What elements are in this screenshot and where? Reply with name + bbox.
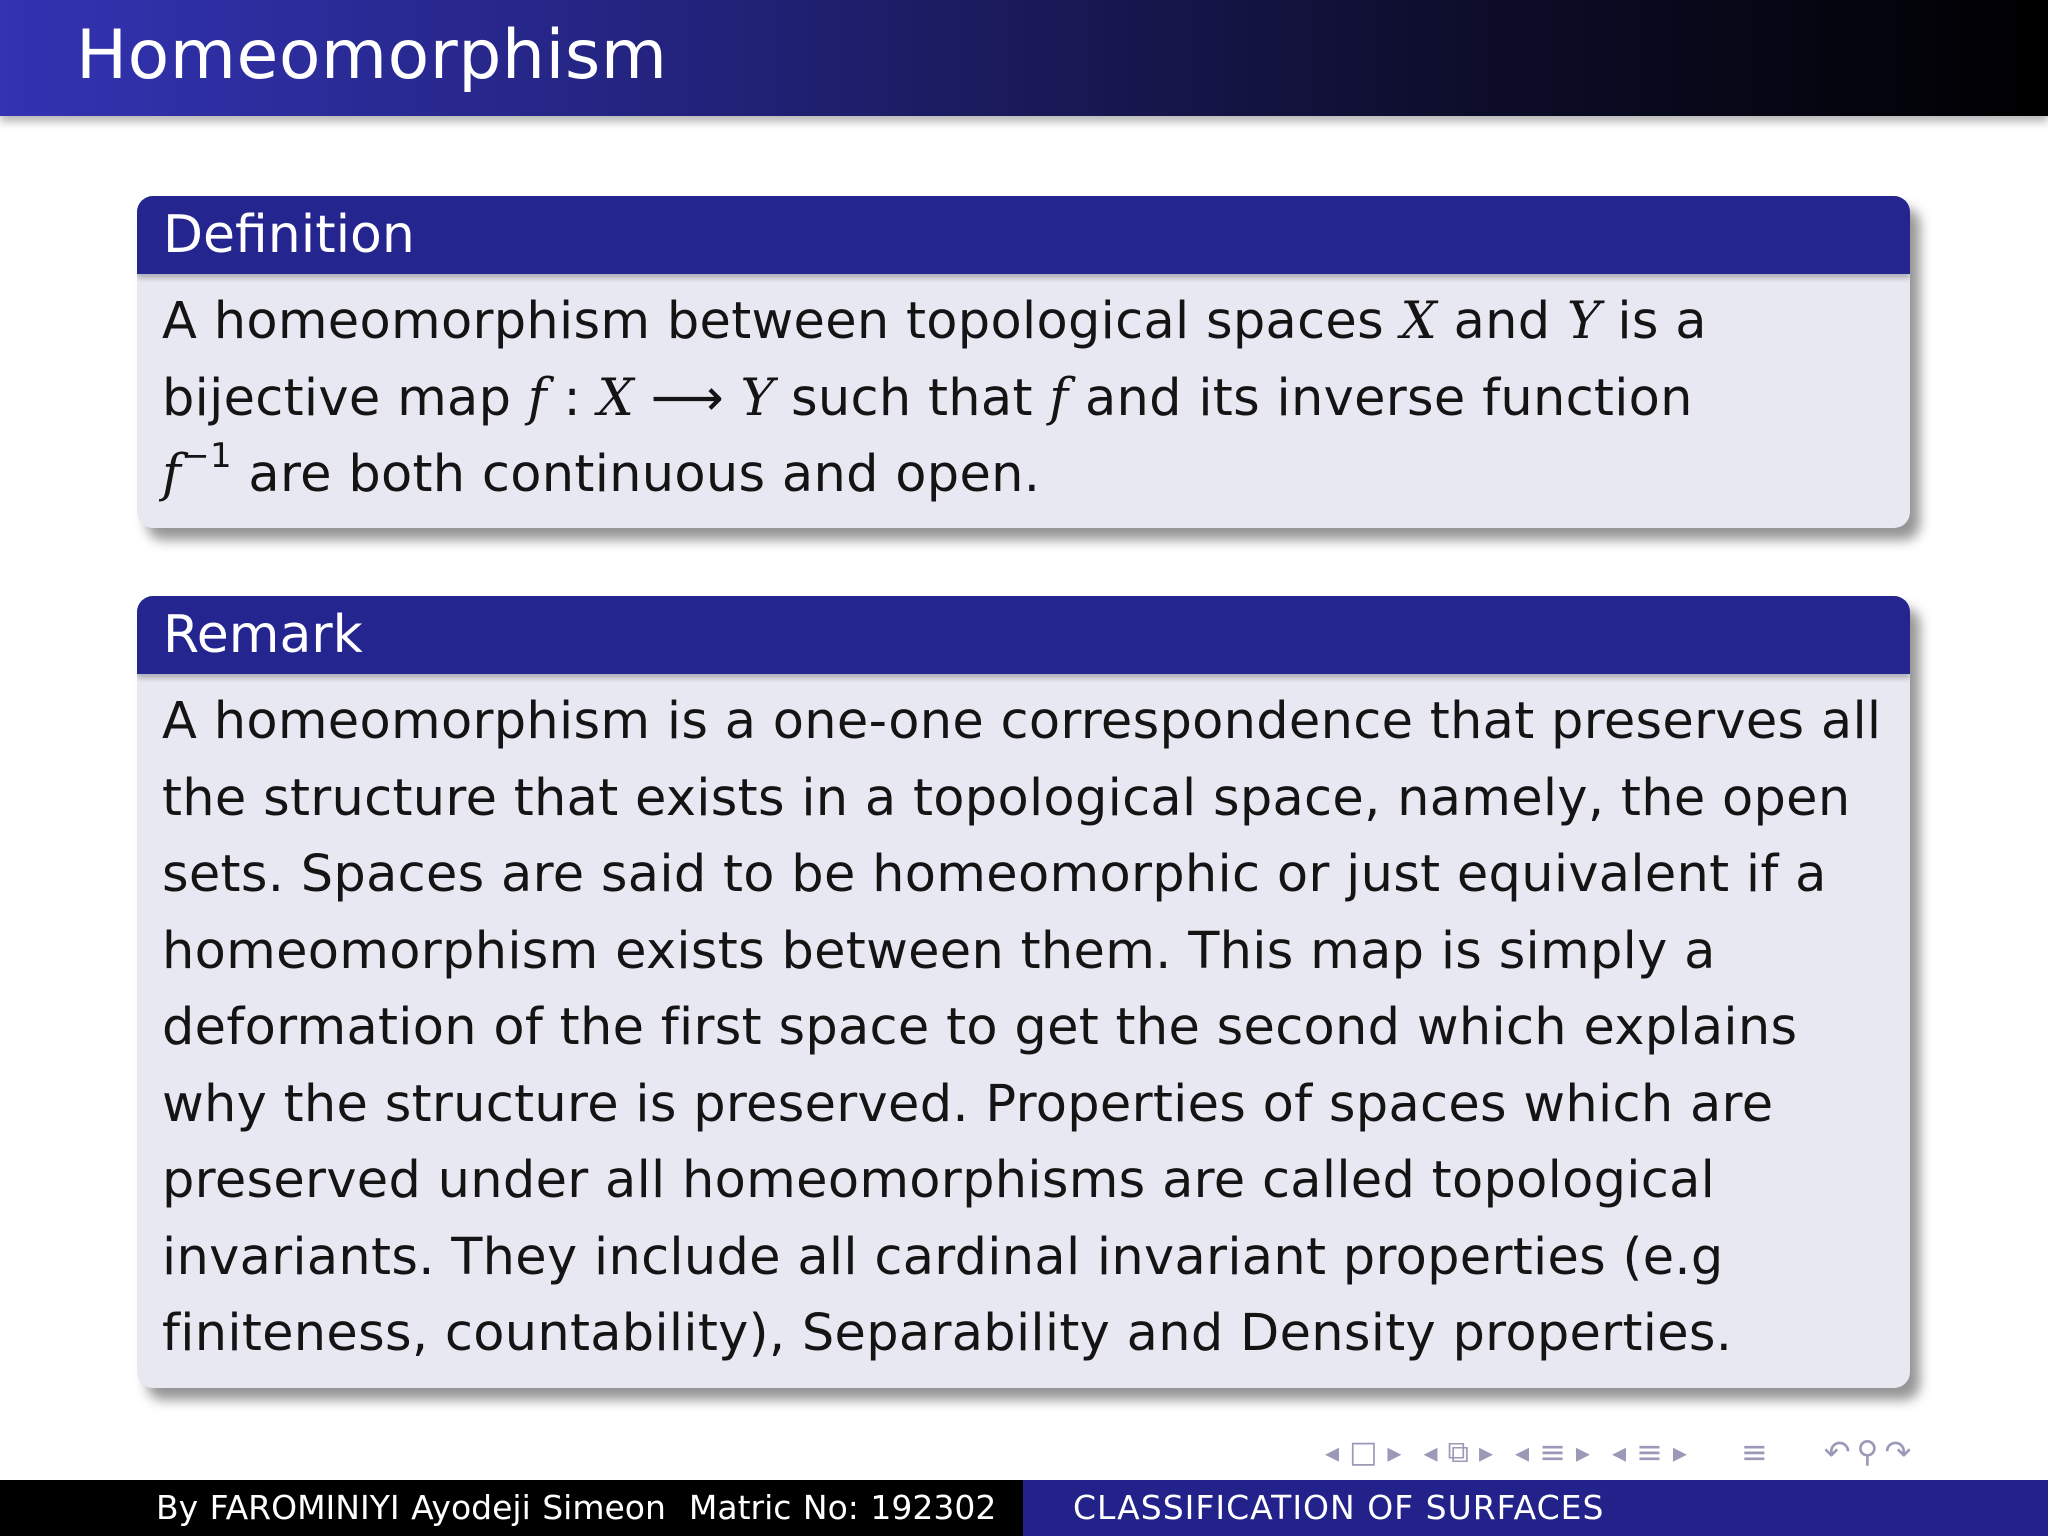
nav-section-icon[interactable]: ≡ xyxy=(1539,1433,1566,1471)
text-fragment: A homeomorphism between topological spaces xyxy=(162,292,1401,351)
undo-icon[interactable]: ↶ xyxy=(1823,1433,1851,1471)
remark-line: why the structure is preserved. Properties of spaces which are xyxy=(162,1074,1774,1134)
nav-section-next-icon[interactable]: ▸ xyxy=(1575,1435,1590,1469)
remark-line: deformation of the first space to get the second which explains xyxy=(162,998,1798,1057)
nav-subsection-next-icon[interactable]: ▸ xyxy=(1478,1435,1494,1469)
nav-part-icon[interactable]: ≡ xyxy=(1636,1433,1663,1471)
definition-line xyxy=(162,437,1884,514)
text-fragment: bijective map xyxy=(162,368,528,428)
footer-author: By FAROMINIYI Ayodeji Simeon xyxy=(156,1488,666,1527)
text-fragment: are both continuous and open. xyxy=(231,445,1041,504)
nav-frame-prev-icon[interactable]: ◂ xyxy=(1325,1435,1340,1469)
text-fragment: is a xyxy=(1600,292,1707,351)
title-bar xyxy=(0,0,2048,116)
nav-section-prev-icon[interactable]: ◂ xyxy=(1515,1435,1530,1469)
math-symbol: Y xyxy=(1566,292,1601,351)
remark-line: homeomorphism exists between them. This map is simply a xyxy=(162,921,1716,981)
arrow-symbol: ⟶ xyxy=(634,368,741,428)
math-superscript: −1 xyxy=(181,436,232,476)
footer-spacer xyxy=(666,1488,689,1527)
nav-part-next-icon[interactable]: ▸ xyxy=(1672,1435,1687,1469)
nav-align-icon[interactable]: ≡ xyxy=(1740,1433,1768,1471)
remark-line: sets. Spaces are said to be homeomorphic or just equivalent if a xyxy=(162,845,1827,904)
footer-left xyxy=(0,1480,1023,1536)
nav-frame-icon[interactable]: □ xyxy=(1349,1434,1378,1470)
remark-line: A homeomorphism is a one-one correspondence that preserves all xyxy=(162,692,1882,751)
text-fragment: such that xyxy=(774,368,1050,428)
definition-line xyxy=(162,361,1884,438)
redo-icon[interactable]: ↷ xyxy=(1884,1433,1912,1471)
remark-line: preserved under all homeomorphisms are called topological xyxy=(162,1151,1716,1210)
footer-course: CLASSIFICATION OF SURFACES xyxy=(1073,1488,1605,1527)
remark-block xyxy=(137,596,1910,1388)
math-symbol: f xyxy=(1049,368,1069,428)
remark-heading: Remark xyxy=(137,596,1910,674)
nav-frame-next-icon[interactable]: ▸ xyxy=(1387,1435,1402,1469)
nav-part-prev-icon[interactable]: ◂ xyxy=(1611,1435,1627,1469)
math-symbol: f xyxy=(162,445,182,504)
nav-subsection-icon[interactable]: ⧉ xyxy=(1447,1434,1469,1470)
slide-title: Homeomorphism xyxy=(76,16,668,95)
text-fragment: and its inverse function xyxy=(1068,368,1693,428)
remark-line: finiteness, countability), Separability and Density properties. xyxy=(162,1304,1733,1363)
math-symbol: X xyxy=(597,368,635,428)
definition-heading: Definition xyxy=(137,196,1910,274)
remark-line: the structure that exists in a topological space, namely, the open xyxy=(162,768,1851,828)
definition-block xyxy=(137,196,1910,528)
definition-line xyxy=(162,284,1884,361)
text-fragment: and xyxy=(1437,292,1567,351)
search-icon[interactable]: ⚲ xyxy=(1856,1434,1879,1470)
math-symbol: f xyxy=(527,368,547,428)
remark-line: invariants. They include all cardinal invariant properties (e.g xyxy=(162,1227,1724,1287)
footer-matric: Matric No: 192302 xyxy=(688,1488,997,1527)
nav-subsection-prev-icon[interactable]: ◂ xyxy=(1423,1435,1438,1469)
math-symbol: Y xyxy=(740,368,775,428)
math-symbol: X xyxy=(1400,292,1438,351)
footer-right xyxy=(1023,1480,2048,1536)
definition-body xyxy=(137,274,1910,514)
math-symbol: : xyxy=(546,368,598,428)
beamer-navigation xyxy=(1325,1432,2025,1472)
footer-bar xyxy=(0,1480,2048,1536)
remark-body xyxy=(137,674,1910,1373)
